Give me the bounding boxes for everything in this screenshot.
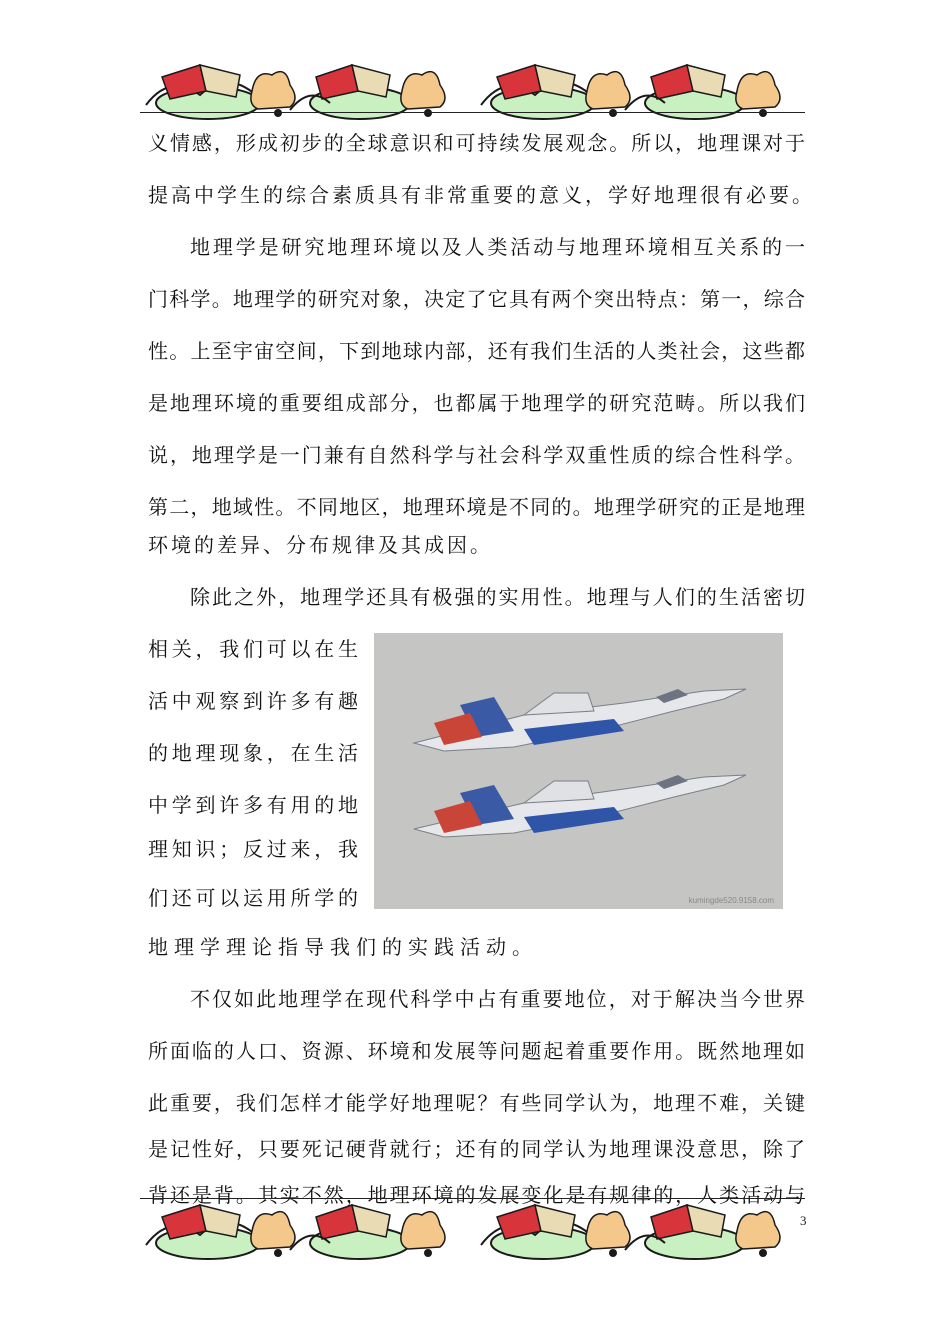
page-number: 3 [800,1213,807,1228]
text-line: 相关，我们可以在生 [148,637,358,661]
text-line: 活中观察到许多有趣 [148,689,358,713]
text-line: 义情感，形成初步的全球意识和可持续发展观念。所以，地理课对于 [148,131,805,155]
text-line: 中学到许多有用的地 [148,793,358,817]
text-line: 提高中学生的综合素质具有非常重要的意义，学好地理很有必要。 [148,183,815,207]
footer-rule [140,1198,805,1199]
text-line: 性。上至宇宙空间，下到地球内部，还有我们生活的人类社会，这些都 [148,339,805,363]
decorative-border-top [140,55,810,125]
photo-watermark: kumingde520.9158.com [688,896,774,905]
text-line: 除此之外，地理学还具有极强的实用性。地理与人们的生活密切 [190,585,805,609]
text-line: 背还是背。其实不然，地理环境的发展变化是有规律的，人类活动与 [148,1183,805,1207]
text-line: 第二，地域性。不同地区，地理环境是不同的。地理学研究的正是地理 [148,495,805,519]
text-line: 所面临的人口、资源、环境和发展等问题起着重要作用。既然地理如 [148,1039,805,1063]
text-line: 理知识；反过来，我 [148,837,358,861]
text-line: 环境的差异、分布规律及其成因。 [148,533,493,557]
text-line: 说，地理学是一门兼有自然科学与社会科学双重性质的综合性科学。 [148,443,805,467]
text-line: 此重要，我们怎样才能学好地理呢？有些同学认为，地理不难，关键 [148,1091,805,1115]
text-line: 地理学是研究地理环境以及人类活动与地理环境相互关系的一 [190,235,805,259]
text-line: 是记性好，只要死记硬背就行；还有的同学认为地理课没意思，除了 [148,1137,805,1161]
header-rule [140,112,805,113]
text-line: 们还可以运用所学的 [148,886,358,910]
text-line: 地理学理论指导我们的实践活动。 [148,935,538,959]
text-line: 不仅如此地理学在现代科学中占有重要地位，对于解决当今世界 [190,987,805,1011]
decorative-border-bottom [140,1195,810,1265]
text-line: 的地理现象，在生活 [148,741,358,765]
text-line: 是地理环境的重要组成部分，也都属于地理学的研究范畴。所以我们 [148,391,805,415]
fighter-jets-photo [374,633,783,909]
text-line: 门科学。地理学的研究对象，决定了它具有两个突出特点：第一，综合 [148,287,805,311]
